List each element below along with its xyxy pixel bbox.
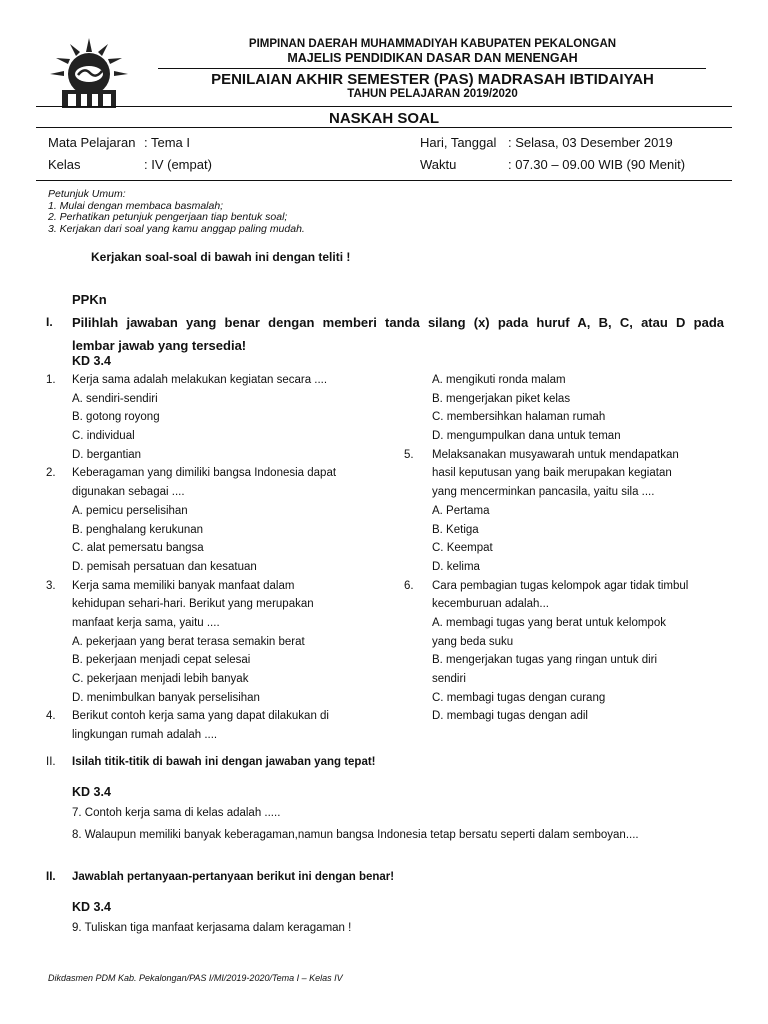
questions-left-column xyxy=(46,371,386,745)
question-text: A. mengikuti ronda malam xyxy=(432,374,566,386)
question-text: C. pekerjaan menjadi lebih banyak xyxy=(72,673,249,685)
question-line xyxy=(46,558,386,577)
question-text: B. Ketiga xyxy=(432,523,479,536)
question-line xyxy=(46,726,386,745)
question-line xyxy=(404,577,734,596)
question-line xyxy=(404,427,734,446)
question-text: hasil keputusan yang baik merupakan kegiatan xyxy=(432,467,672,480)
class-label: Kelas xyxy=(48,157,81,172)
question-line xyxy=(46,446,386,465)
question-text: kecemburuan adalah... xyxy=(432,598,549,611)
instruction-item: 3. Kerjakan dari soal yang kamu anggap paling mudah. xyxy=(48,222,305,235)
council-name: MAJELIS PENDIDIKAN DASAR DAN MENENGAH xyxy=(287,51,578,65)
question-text: B. mengerjakan tugas yang ringan untuk diri xyxy=(432,654,658,667)
question-line xyxy=(404,371,734,390)
question-line xyxy=(46,539,386,558)
question-text: sendiri xyxy=(432,673,466,685)
page-footer: Dikdasmen PDM Kab. Pekalongan/PAS I/MI/2019-2020/Tema I – Kelas IV xyxy=(48,973,343,983)
instruction-item: 2. Perhatikan petunjuk pengerjaan tiap bentuk soal; xyxy=(48,211,288,223)
question-line xyxy=(46,408,386,427)
question-text: B. penghalang kerukunan xyxy=(72,523,204,536)
question-line xyxy=(46,595,386,614)
info-rule xyxy=(36,180,732,181)
question-text: D. membagi tugas dengan adil xyxy=(432,710,588,723)
question-number: 1. xyxy=(46,374,56,386)
section-1-instruction xyxy=(72,311,724,357)
question-line xyxy=(46,670,386,689)
question-line xyxy=(46,633,386,652)
question-line xyxy=(404,446,734,465)
question-text: digunakan sebagai .... xyxy=(72,486,185,499)
question-line xyxy=(46,651,386,670)
question-line xyxy=(404,651,734,670)
subject-value: : Tema I xyxy=(144,135,191,150)
question-text: A. pemicu perselisihan xyxy=(72,504,188,517)
question-number: 3. xyxy=(46,579,56,592)
question-text: Cara pembagian tugas kelompok agar tidak timbul xyxy=(432,579,689,592)
question-number: 6. xyxy=(404,579,414,592)
question-text: C. Keempat xyxy=(432,542,493,555)
question-8: 8. Walaupun memiliki banyak keberagaman,namun bangsa Indonesia tetap bersatu seperti dalam semboyan.... xyxy=(72,829,639,841)
exam-title: PENILAIAN AKHIR SEMESTER (PAS) MADRASAH IBTIDAIYAH xyxy=(211,71,654,88)
info-right xyxy=(420,132,720,176)
question-line xyxy=(46,502,386,521)
question-text: D. kelima xyxy=(432,560,480,573)
question-text: C. alat pemersatu bangsa xyxy=(72,542,204,555)
section-2-instruction: Isilah titik-titik di bawah ini dengan jawaban yang tepat! xyxy=(72,756,376,768)
muhammadiyah-logo xyxy=(48,38,130,110)
question-text: A. Pertama xyxy=(432,504,490,517)
question-line xyxy=(46,390,386,409)
question-text: Kerja sama adalah melakukan kegiatan secara .... xyxy=(72,374,328,386)
section-1-line-2: lembar jawab yang tersedia! xyxy=(72,338,247,353)
question-line xyxy=(404,558,734,577)
question-text: D. mengumpulkan dana untuk teman xyxy=(432,430,621,443)
question-line xyxy=(404,670,734,689)
question-line xyxy=(46,464,386,483)
question-line xyxy=(46,689,386,708)
question-text: yang beda suku xyxy=(432,635,514,648)
date-label: Hari, Tanggal xyxy=(420,135,497,150)
general-instructions xyxy=(48,189,305,235)
question-line xyxy=(404,689,734,708)
header-rule xyxy=(158,68,706,69)
question-text: D. bergantian xyxy=(72,448,142,461)
question-line xyxy=(404,390,734,409)
header-rule-3 xyxy=(36,127,732,128)
subject-label: Mata Pelajaran xyxy=(48,135,136,150)
question-7: 7. Contoh kerja sama di kelas adalah ..... xyxy=(72,807,281,819)
question-line xyxy=(404,483,734,502)
question-text: B. gotong royong xyxy=(72,411,160,424)
instruction-item: 1. Mulai dengan membaca basmalah; xyxy=(48,199,224,212)
question-line xyxy=(404,707,734,726)
instructions-title: Petunjuk Umum: xyxy=(48,188,126,200)
question-line xyxy=(404,633,734,652)
section-1-line-1: Pilihlah jawaban yang benar dengan memberi tanda silang (x) pada huruf A, B, C, atau D pada xyxy=(72,315,724,330)
section-1-kd: KD 3.4 xyxy=(72,354,111,368)
date-value: : Selasa, 03 Desember 2019 xyxy=(508,135,673,150)
question-line xyxy=(404,521,734,540)
question-line xyxy=(46,483,386,502)
school-year: TAHUN PELAJARAN 2019/2020 xyxy=(347,88,518,100)
question-text: C. membagi tugas dengan curang xyxy=(432,691,606,704)
questions-right-column xyxy=(404,371,734,726)
question-text: Kerja sama memiliki banyak manfaat dalam xyxy=(72,579,295,592)
question-text: B. mengerjakan piket kelas xyxy=(432,392,571,405)
question-text: yang mencerminkan pancasila, yaitu sila .... xyxy=(432,486,655,499)
question-text: A. sendiri-sendiri xyxy=(72,392,158,405)
section-3-instruction: Jawablah pertanyaan-pertanyaan berikut ini dengan benar! xyxy=(72,871,395,883)
doc-title: NASKAH SOAL xyxy=(328,110,439,127)
question-text: D. pemisah persatuan dan kesatuan xyxy=(72,560,257,573)
question-text: C. membersihkan halaman rumah xyxy=(432,411,606,424)
time-value: : 07.30 – 09.00 WIB (90 Menit) xyxy=(508,157,686,172)
question-number: 5. xyxy=(404,448,414,461)
question-number: 2. xyxy=(46,467,56,480)
time-label: Waktu xyxy=(420,157,457,172)
question-line xyxy=(404,614,734,633)
header-rule-2 xyxy=(36,106,732,107)
question-text: Keberagaman yang dimiliki bangsa Indonesia dapat xyxy=(72,467,337,480)
org-name: PIMPINAN DAERAH MUHAMMADIYAH KABUPATEN PEKALONGAN xyxy=(248,38,617,50)
section-2-kd: KD 3.4 xyxy=(72,785,111,799)
question-text: Berikut contoh kerja sama yang dapat dilakukan di xyxy=(72,710,329,723)
question-text: D. menimbulkan banyak perselisihan xyxy=(72,691,260,704)
subject-heading: PPKn xyxy=(72,292,107,307)
question-line xyxy=(404,464,734,483)
question-line xyxy=(404,539,734,558)
question-line xyxy=(46,707,386,726)
question-line xyxy=(404,595,734,614)
section-1-number: I. xyxy=(46,315,53,329)
question-number: 4. xyxy=(46,710,56,723)
section-3-number: II. xyxy=(46,871,56,883)
question-text: lingkungan rumah adalah .... xyxy=(72,729,218,742)
question-text: A. pekerjaan yang berat terasa semakin berat xyxy=(72,635,305,648)
question-line xyxy=(46,427,386,446)
class-value: : IV (empat) xyxy=(144,157,212,172)
question-line xyxy=(46,614,386,633)
question-text: kehidupan sehari-hari. Berikut yang merupakan xyxy=(72,598,314,611)
section-3-kd: KD 3.4 xyxy=(72,900,111,914)
question-text: Melaksanakan musyawarah untuk mendapatkan xyxy=(432,448,679,461)
question-line xyxy=(46,577,386,596)
question-line xyxy=(46,371,386,390)
intro-text: Kerjakan soal-soal di bawah ini dengan teliti ! xyxy=(91,250,351,264)
question-line xyxy=(46,521,386,540)
question-text: A. membagi tugas yang berat untuk kelompok xyxy=(432,616,666,629)
question-line xyxy=(404,408,734,427)
question-text: B. pekerjaan menjadi cepat selesai xyxy=(72,654,251,667)
info-left xyxy=(48,132,212,176)
question-9: 9. Tuliskan tiga manfaat kerjasama dalam keragaman ! xyxy=(72,922,352,934)
section-2-number: II. xyxy=(46,756,56,768)
question-line xyxy=(404,502,734,521)
question-text: C. individual xyxy=(72,430,135,443)
question-text: manfaat kerja sama, yaitu .... xyxy=(72,616,220,629)
